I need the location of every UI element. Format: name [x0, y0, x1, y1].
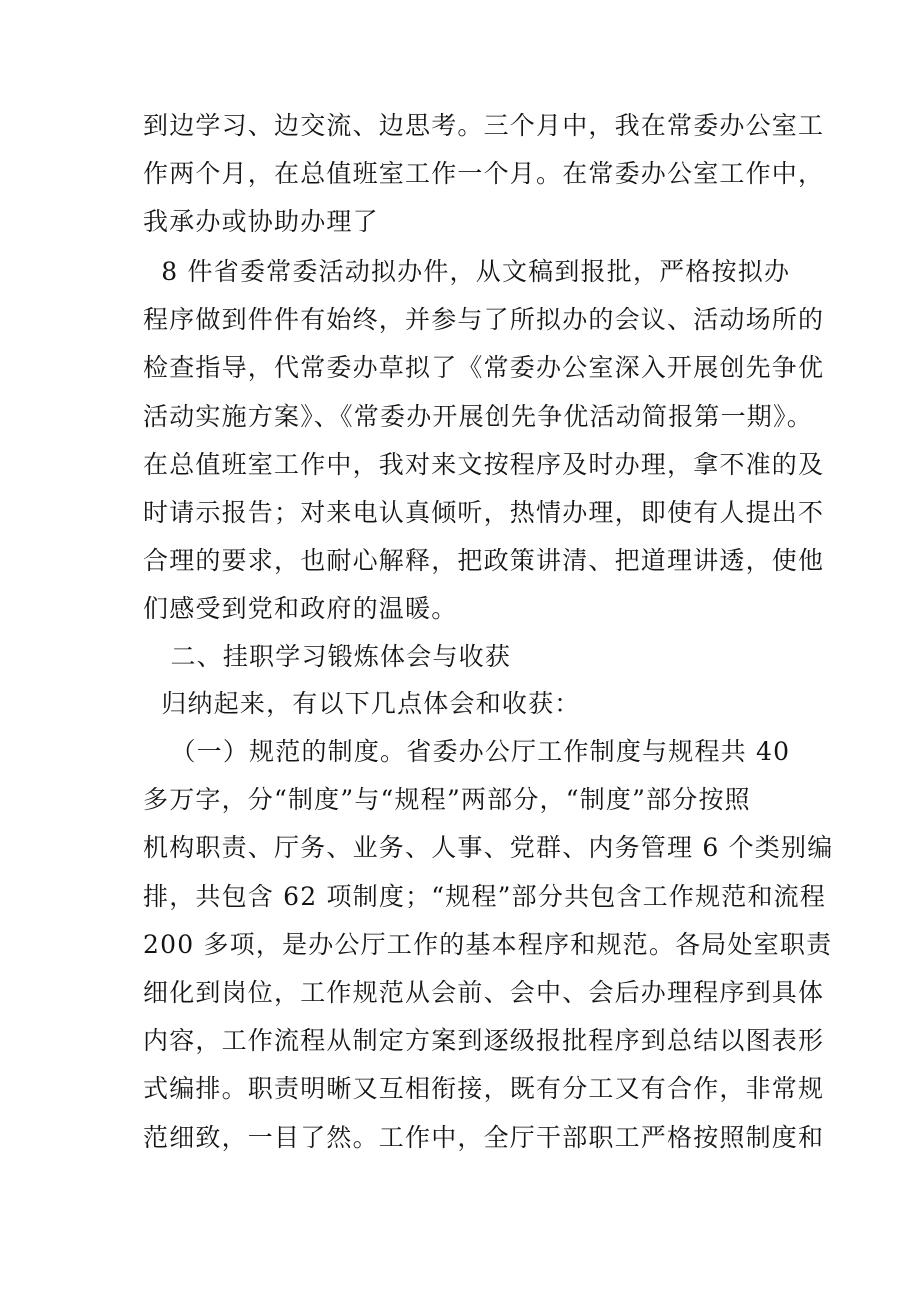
text-line: 们感受到党和政府的温暖。 [143, 594, 458, 624]
section-heading-text: 二、挂职学习锻炼体会与收获 [143, 642, 512, 671]
text-line: 内容，工作流程从制定方案到逐级报批程序到总结以图表形 [143, 1026, 825, 1056]
text-line: 排，共包含 62 项制度；“规程”部分共包含工作规范和流程 [143, 881, 827, 911]
text-line: 范细致，一目了然。工作中，全厅干部职工严格按照制度和 [143, 1122, 825, 1152]
text-line: 机构职责、厅务、业务、人事、党群、内务管理 6 个类别编 [143, 833, 834, 863]
text-line: 式编排。职责明晰又互相衔接，既有分工又有合作，非常规 [143, 1074, 825, 1104]
text-line: 程序做到件件有始终，并参与了所拟办的会议、活动场所的 [143, 305, 825, 335]
text-line: 多万字，分“制度”与“规程”两部分，“制度”部分按照 [143, 785, 751, 815]
text-line: 作两个月，在总值班室工作一个月。在常委办公室工作中， [143, 159, 825, 189]
text-line: 检查指导，代常委办草拟了《常委办公室深入开展创先争优 [143, 353, 825, 383]
text-line: 细化到岗位，工作规范从会前、会中、会后办理程序到具体 [143, 977, 825, 1007]
text-line: 在总值班室工作中，我对来文按程序及时办理，拿不准的及 [143, 449, 825, 479]
paragraph-summary-intro [143, 680, 783, 728]
text-line: 我承办或协助办理了 [143, 207, 379, 237]
section-heading [143, 633, 783, 681]
text-line: 200 多项，是办公厅工作的基本程序和规范。各局处室职责 [143, 929, 833, 959]
text-line: 活动实施方案》、《常委办开展创先争优活动简报第一期》。 [143, 401, 813, 431]
text-line: 归纳起来，有以下几点体会和收获： [143, 689, 581, 718]
text-line: 合理的要求，也耐心解释，把政策讲清、把道理讲透，使他 [143, 546, 825, 576]
text-line: （一）规范的制度。省委办公厅工作制度与规程共 40 [143, 737, 791, 766]
paragraph-work-summary-continued [143, 102, 825, 247]
text-line: 到边学习、边交流、边思考。三个月中，我在常委办公室工 [143, 111, 825, 140]
paragraph-regulations [143, 728, 834, 1162]
text-line: 8 件省委常委活动拟办件，从文稿到报批，严格按拟办 [143, 257, 791, 286]
paragraph-duties [143, 248, 825, 634]
text-line: 时请示报告；对来电认真倾听，热情办理，即使有人提出不 [143, 497, 825, 527]
